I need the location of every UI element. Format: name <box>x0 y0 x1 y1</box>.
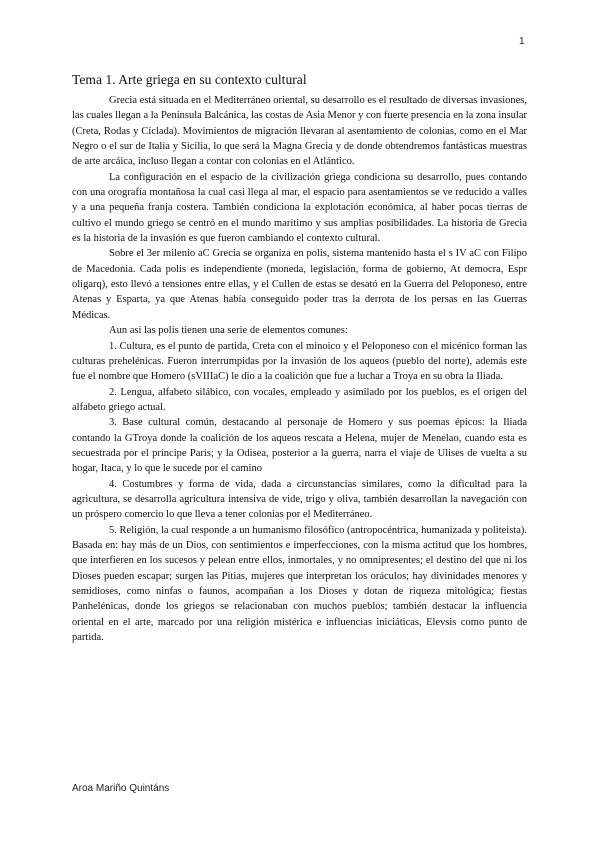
list-item-culture: 1. Cultura, es el punto de partida, Creta con el minoico y el Peloponeso con el micénico forman las culturas prehelénicas. Fueron interrumpidas por la invasión de los aqueos (pueblo del norte), además este fue el nombre que Homero (sVIIIaC) le dio a la coalición que fue a luchar a Troya en su obra la Iliada. <box>72 340 527 383</box>
document-body <box>72 93 527 645</box>
list-item-customs: 4. Costumbres y forma de vida, dada a circunstancias similares, como la dificultad para la agricultura, se desarrolla agricultura intensiva de vide, trigo y oliva, también desarrollan la navegación con un próspero comercio lo que lleva a tener colonias por el Mediterráneo. <box>72 478 527 521</box>
paragraph-configuration: La configuración en el espacio de la civilización griega condiciona su desarrollo, pues contando con una orografía montañosa la cual casi llega al mar, el espacio para asentamientos se ve reducido a valles y a una pequeña franja costera. También condiciona la explotación económica, al haber pocas tierras de cultivo el mundo griego se centró en el mundo marítimo y sus amplias posibilidades. La historia de Grecia es la historia de la invasión es que fueron cambiando el contexto cultural. <box>72 171 527 245</box>
list-item-cultural-base: 3. Base cultural común, destacando al personaje de Homero y sus poemas épicos: la Iliada contando la GTroya donde la coalición de los aqueos rescata a Helena, mujer de Menelao, cuando esta es secuestrada por el príncipe Paris; y la Odisea, posterior a la guerra, narra el viaje de Ulises de vuelta a su hogar, Itaca, y lo que le sucede por el camino <box>72 417 527 475</box>
document-title: Tema 1. Arte griega en su contexto cultural <box>72 72 307 87</box>
footer-author: Aroa Mariño Quintáns <box>72 783 170 794</box>
paragraph-geography: Grecia está situada en el Mediterráneo oriental, su desarrollo es el resultado de diversas invasiones, las cuales llegan a la Península Balcánica, las costas de Asia Menor y con fuerte presencia en la zona insular (Creta, Rodas y Cíclada). Movimientos de migración llevaran al asentamiento de colonias, como en el Mar Negro o el sur de Italia y Sicilia, lo que será la Magna Grecia y de donde obtendremos fantásticas muestras de arte arcáica, incluso llegan a contar con colonias en el Atlántico. <box>72 95 527 168</box>
paragraph-polis: Sobre el 3er milenio aC Grecia se organiza en polis, sistema mantenido hasta el s IV aC con Filipo de Macedonia. Cada polis es independiente (moneda, legislación, forma de gobierno, At democra, Espr oligarq), esto llevó a tensiones entre ellas, y el Cullen de estas se desató en la Guerra del Peloponeso, entre Atenas y Esparta, ya que Atenas había conseguido poder tras la derrota de los persas en las Guerras Médicas. <box>72 248 527 321</box>
list-item-language: 2. Lengua, alfabeto silábico, con vocales, empleado y asimilado por los pueblos, es el origen del alfabeto griego actual. <box>72 386 527 413</box>
page-number: 1 <box>519 36 525 47</box>
paragraph-common-elements: Aun así las polis tienen una serie de elementos comunes: <box>109 325 348 337</box>
list-item-religion: 5. Religión, la cual responde a un humanismo filosófico (antropocéntrica, humanizada y politeista). Basada en: hay más de un Dios, con sentimientos e imperfecciones, con la misma actitud que los hombres, que interfieren en los sucesos y pelean entre ellos, inmortales, y no omnipresentes; el destino del que ni los Dioses pueden escapar; surgen las Pitias, mujeres que interpretan los oráculos; hay divinidades menores y semidioses, como ninfas o faunos, acompañan a los Dioses y dotan de riqueza mitológica; fiestas Panhelénicas, donde los griegos se relacionaban con muchos pueblos; también destacar la influencia oriental en el arte, marcado por una religión mistérica e influencias iniciáticas, Elevsis como punto de partida. <box>72 524 527 644</box>
